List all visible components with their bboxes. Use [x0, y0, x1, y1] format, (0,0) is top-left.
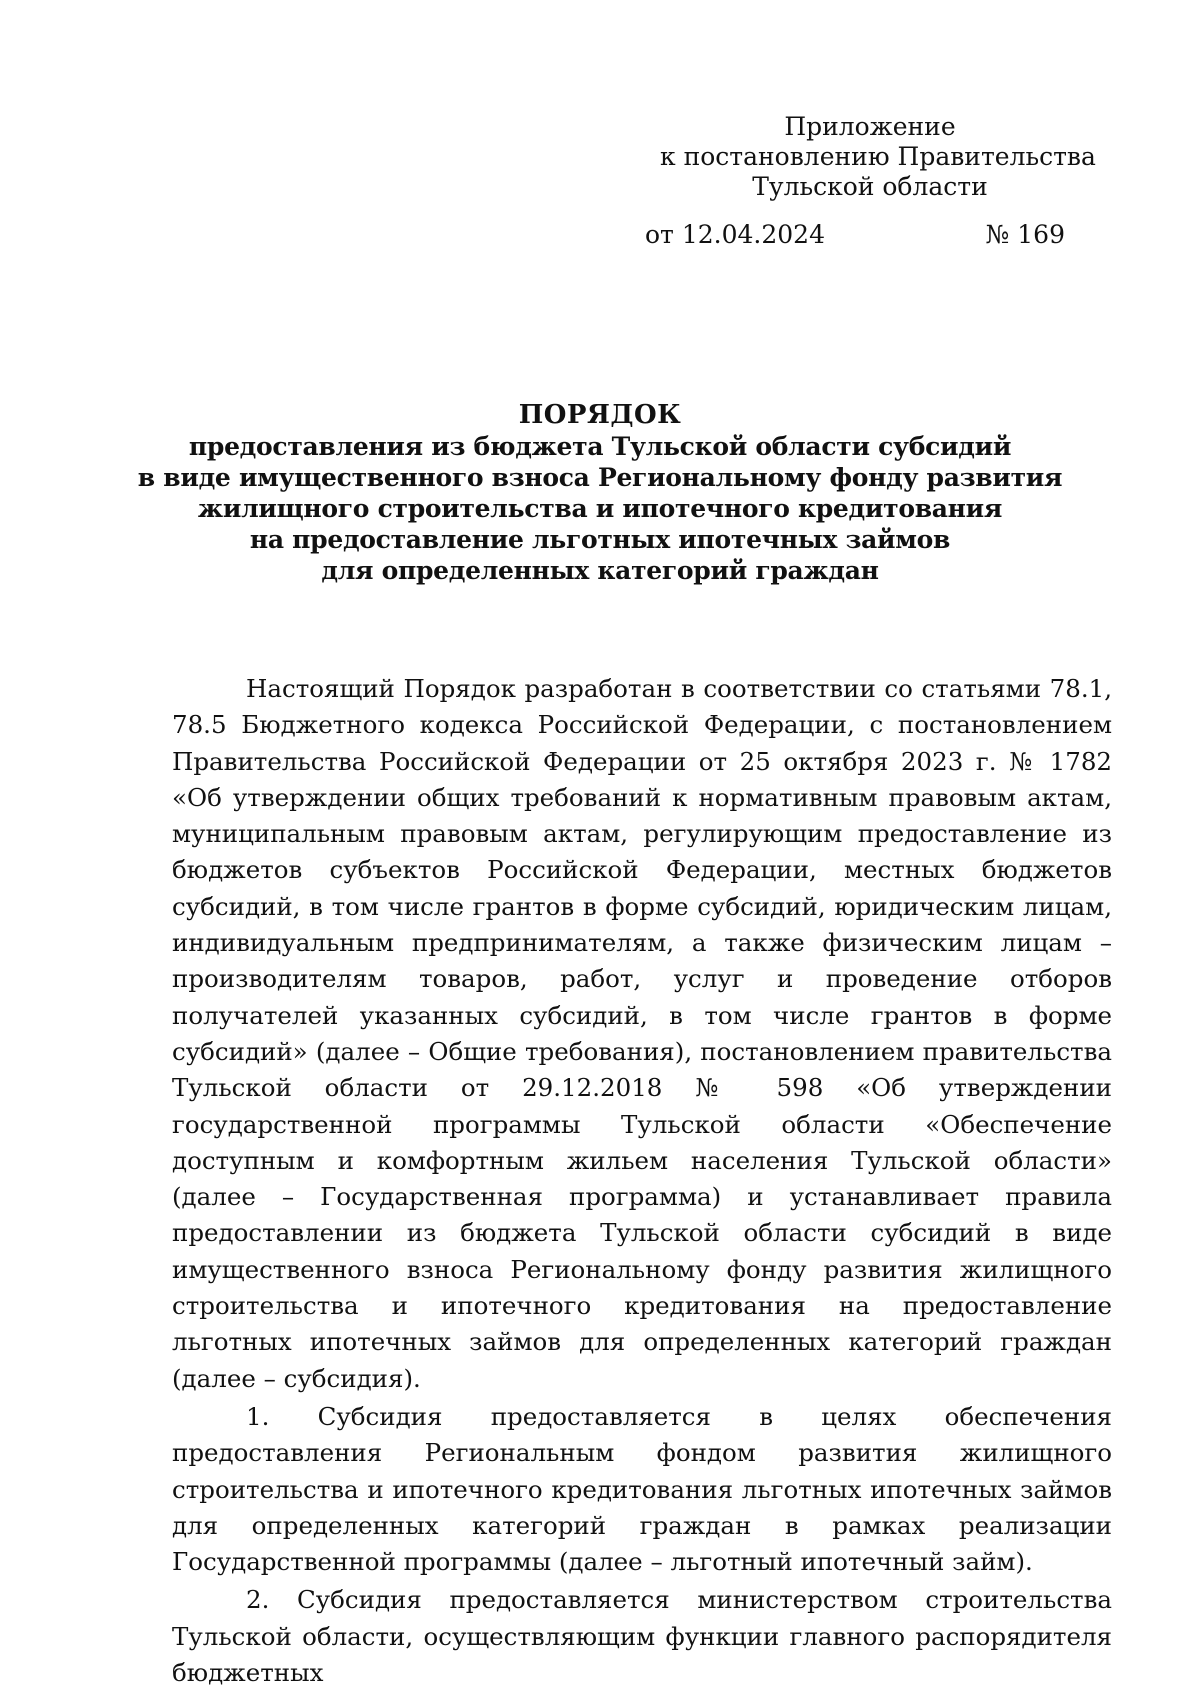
appendix-block	[660, 112, 1096, 202]
document-date: от 12.04.2024	[645, 220, 825, 249]
title-heading: ПОРЯДОК	[518, 400, 682, 430]
document-title	[100, 400, 1100, 586]
appendix-line: Тульской области	[752, 172, 988, 201]
paragraph-item-2: 2. Субсидия предоставляется министерством строительства Тульской области, осуществляющим функции главного распорядителя бюджетных	[172, 1585, 1112, 1688]
appendix-line: Приложение	[784, 112, 956, 141]
title-line: на предоставление льготных ипотечных займов	[249, 525, 951, 554]
appendix-line: к постановлению Правительства	[660, 142, 1096, 171]
title-line: жилищного строительства и ипотечного кредитования	[197, 494, 1003, 523]
document-number: № 169	[985, 220, 1065, 249]
title-line: в виде имущественного взноса Региональному фонду развития	[137, 463, 1063, 492]
title-line: предоставления из бюджета Тульской области субсидий	[188, 432, 1012, 461]
paragraph-item-1: 1. Субсидия предоставляется в целях обеспечения предоставления Региональным фондом развития жилищного строительства и ипотечного кредитования льготных ипотечных займов для определенных категорий граждан в рамках реализации Государственной программы (далее – льготный ипотечный займ).	[172, 1401, 1112, 1577]
date-number-line	[645, 220, 1065, 250]
title-line: для определенных категорий граждан	[321, 556, 879, 585]
document-body	[172, 671, 1112, 1693]
paragraph-preamble: Настоящий Порядок разработан в соответствии со статьями 78.1, 78.5 Бюджетного кодекса Российской Федерации, с постановлением Правительства Российской Федерации от 25 октября 2023 г. № 1782 «Об утверждении общих требований к нормативным правовым актам, муниципальным правовым актам, регулирующим предоставление из бюджетов субъектов Российской Федерации, местных бюджетов субсидий, в том числе грантов в форме субсидий, юридическим лицам, индивидуальным предпринимателям, а также физическим лицам – производителям товаров, работ, услуг и проведение отборов получателей указанных субсидий, в том числе грантов в форме субсидий» (далее – Общие требования), постановлением правительства Тульской области от 29.12.2018 № 598 «Об утверждении государственной программы Тульской области «Обеспечение доступным и комфортным жильем населения Тульской области» (далее – Государственная программа) и устанавливает правила предоставлении из бюджета Тульской области субсидий в виде имущественного взноса Региональному фонду развития жилищного строительства и ипотечного кредитования на предоставление льготных ипотечных займов для определенных категорий граждан (далее – субсидия).	[172, 674, 1112, 1393]
